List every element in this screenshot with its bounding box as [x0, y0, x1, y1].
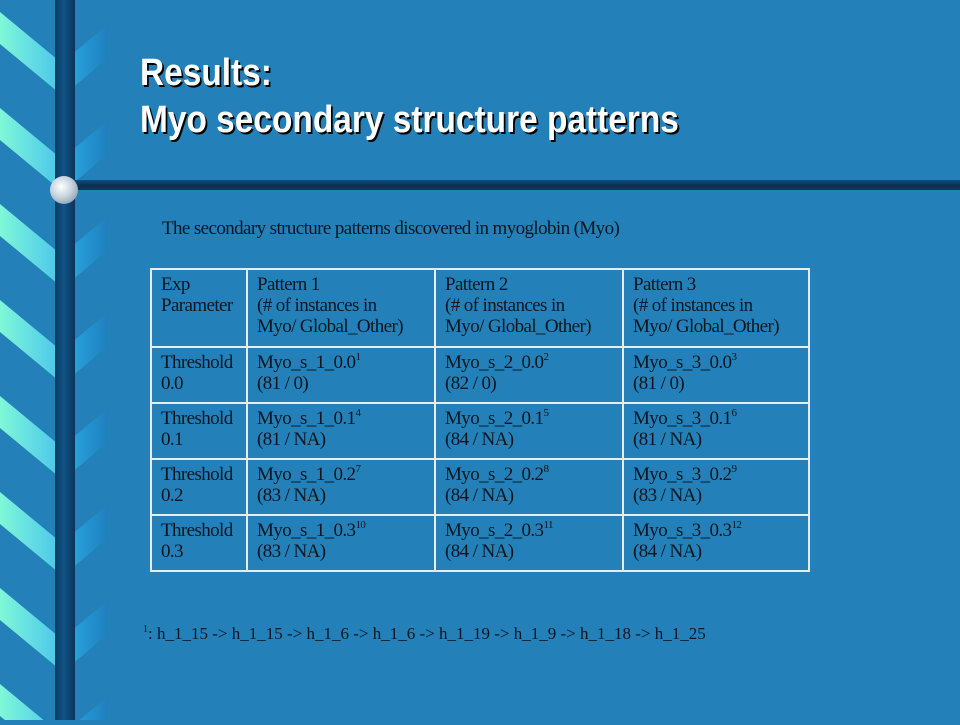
instance-count: (83 / NA) — [257, 485, 326, 506]
header-text: (# of instances in — [633, 295, 753, 316]
ribbon-fold-dark — [70, 408, 108, 474]
pattern-name: Myo_s_3_0.0 — [633, 352, 732, 373]
ribbon-fold-dark — [70, 216, 108, 282]
pattern-name: Myo_s_2_0.0 — [445, 352, 544, 373]
ribbon-fold-dark — [70, 600, 108, 666]
ribbon-pole — [55, 0, 75, 720]
pattern-name: Myo_s_1_0.3 — [257, 520, 356, 541]
header-text: Myo/ Global_Other) — [633, 316, 779, 337]
slide-title-line-2: Myo secondary structure patterns — [140, 99, 679, 141]
instance-count: (84 / NA) — [445, 541, 514, 562]
parameter-cell — [151, 347, 247, 403]
pattern-name: Myo_s_1_0.2 — [257, 464, 356, 485]
instance-count: (81 / NA) — [633, 429, 702, 450]
footnote-marker: 8 — [543, 463, 549, 475]
pattern-cell — [247, 347, 435, 403]
parameter-label: Threshold — [161, 352, 233, 373]
ribbon-fold-light — [0, 108, 58, 188]
instance-count: (84 / NA) — [633, 541, 702, 562]
table-row-threshold-0-0 — [151, 347, 809, 403]
parameter-label: Threshold — [161, 464, 233, 485]
table-caption: The secondary structure patterns discovered in myoglobin (Myo) — [162, 218, 620, 239]
ribbon-fold-dark — [70, 24, 108, 90]
header-text: Pattern 3 — [633, 274, 696, 295]
parameter-value: 0.3 — [161, 541, 183, 562]
footnote-marker: 1 — [355, 351, 361, 363]
footnote-marker: 12 — [731, 519, 742, 531]
header-cell-pattern-2 — [435, 269, 623, 347]
header-text: Parameter — [161, 295, 233, 316]
header-text: Myo/ Global_Other) — [257, 316, 403, 337]
footnote-marker: 4 — [355, 407, 361, 419]
header-text: Pattern 1 — [257, 274, 320, 295]
header-text: (# of instances in — [445, 295, 565, 316]
pattern-name: Myo_s_2_0.3 — [445, 520, 544, 541]
slide-title — [140, 50, 679, 144]
table-row-threshold-0-2 — [151, 459, 809, 515]
footnote-marker: 5 — [543, 407, 549, 419]
footnote-marker: 3 — [731, 351, 737, 363]
ribbon-fold-dark — [70, 504, 108, 570]
footnote-marker: 2 — [543, 351, 549, 363]
footnote-marker: 11 — [543, 519, 553, 531]
ribbon-fold-dark — [70, 696, 108, 720]
instance-count: (84 / NA) — [445, 429, 514, 450]
title-rule — [68, 180, 960, 190]
pattern-cell — [435, 459, 623, 515]
pattern-cell — [623, 459, 809, 515]
slide-title-line-1: Results: — [140, 52, 272, 94]
parameter-cell — [151, 515, 247, 571]
parameter-value: 0.1 — [161, 429, 183, 450]
instance-count: (81 / NA) — [257, 429, 326, 450]
pattern-name: Myo_s_3_0.3 — [633, 520, 732, 541]
header-text: Exp — [161, 274, 190, 295]
table-row-threshold-0-3 — [151, 515, 809, 571]
pattern-cell — [623, 403, 809, 459]
instance-count: (83 / NA) — [633, 485, 702, 506]
parameter-value: 0.0 — [161, 373, 183, 394]
patterns-table — [150, 268, 810, 572]
header-text: Myo/ Global_Other) — [445, 316, 591, 337]
instance-count: (82 / 0) — [445, 373, 497, 394]
pattern-cell — [435, 403, 623, 459]
ribbon-fold-light — [0, 12, 58, 92]
ribbon-fold-light — [0, 396, 58, 476]
footnote-marker: 6 — [731, 407, 737, 419]
instance-count: (81 / 0) — [633, 373, 685, 394]
footnote-marker: 7 — [355, 463, 361, 475]
footnote-marker: 10 — [355, 519, 366, 531]
pattern-cell — [623, 347, 809, 403]
footnote-text: : h_1_15 -> h_1_15 -> h_1_6 -> h_1_6 -> h_1_19 -> h_1_9 -> h_1_18 -> h_1_25 — [148, 624, 706, 643]
header-cell-pattern-1 — [247, 269, 435, 347]
pattern-cell — [247, 403, 435, 459]
parameter-cell — [151, 459, 247, 515]
ribbon-fold-light — [0, 588, 58, 668]
ribbon-fold-light — [0, 300, 58, 380]
pattern-cell — [247, 459, 435, 515]
pattern-name: Myo_s_2_0.1 — [445, 408, 544, 429]
pattern-name: Myo_s_3_0.2 — [633, 464, 732, 485]
header-text: Pattern 2 — [445, 274, 508, 295]
header-cell-pattern-3 — [623, 269, 809, 347]
pattern-name: Myo_s_1_0.1 — [257, 408, 356, 429]
pattern-cell — [435, 347, 623, 403]
pattern-name: Myo_s_1_0.0 — [257, 352, 356, 373]
header-cell-parameter — [151, 269, 247, 347]
pattern-name: Myo_s_2_0.2 — [445, 464, 544, 485]
instance-count: (81 / 0) — [257, 373, 309, 394]
pattern-cell — [623, 515, 809, 571]
table-row-threshold-0-1 — [151, 403, 809, 459]
parameter-label: Threshold — [161, 520, 233, 541]
footnote-marker: 9 — [731, 463, 737, 475]
pattern-cell — [435, 515, 623, 571]
pattern-cell — [247, 515, 435, 571]
instance-count: (84 / NA) — [445, 485, 514, 506]
ribbon-fold-dark — [70, 120, 108, 186]
header-text: (# of instances in — [257, 295, 377, 316]
parameter-cell — [151, 403, 247, 459]
ribbon-fold-light — [0, 492, 58, 572]
footnote-number: 1 — [143, 624, 148, 635]
instance-count: (83 / NA) — [257, 541, 326, 562]
parameter-label: Threshold — [161, 408, 233, 429]
footnote — [143, 624, 706, 644]
rule-bullet-ball — [50, 176, 78, 204]
ribbon-fold-dark — [70, 312, 108, 378]
pattern-name: Myo_s_3_0.1 — [633, 408, 732, 429]
ribbon-fold-light — [0, 204, 58, 284]
ribbon-fold-light — [0, 684, 58, 720]
table-header-row — [151, 269, 809, 347]
parameter-value: 0.2 — [161, 485, 183, 506]
